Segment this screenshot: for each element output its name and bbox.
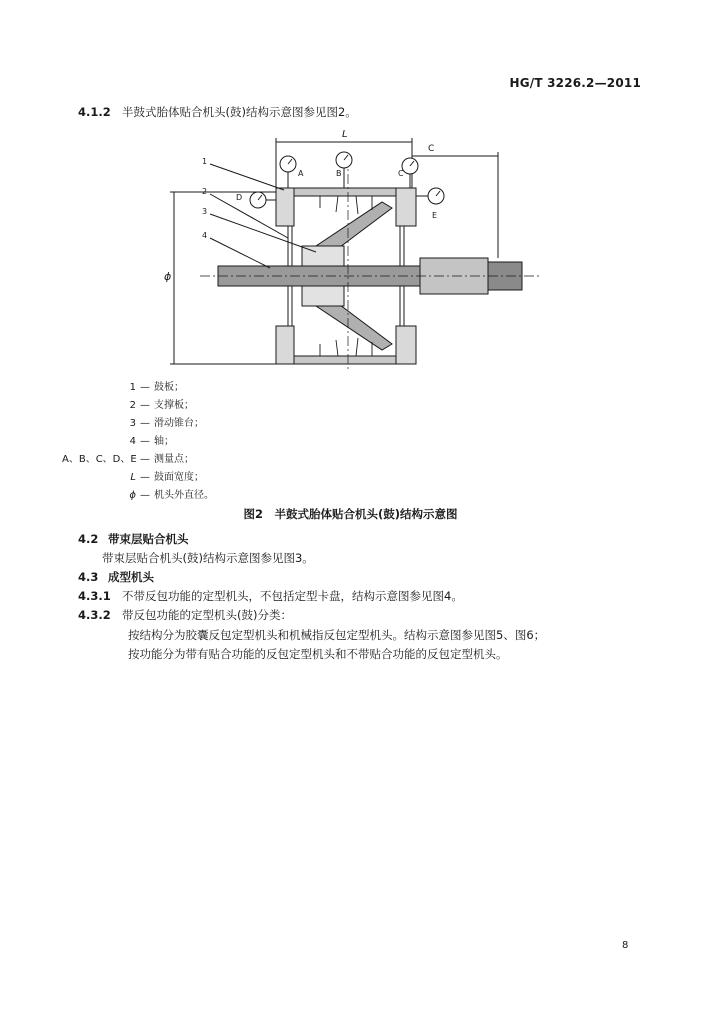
label-gauge-b: B bbox=[336, 169, 342, 178]
legend-text: 机头外直径。 bbox=[154, 490, 214, 501]
section-title: 带束层贴合机头 bbox=[108, 532, 189, 546]
legend-dash: — bbox=[140, 436, 150, 447]
legend-dash: — bbox=[140, 472, 150, 483]
paragraph-structure-class: 按结构分为胶囊反包定型机头和机械指反包定型机头。结构示意图参见图5、图6； bbox=[128, 628, 546, 642]
legend-dash: — bbox=[140, 400, 150, 411]
legend-item bbox=[62, 378, 184, 393]
legend-dash: — bbox=[140, 454, 150, 465]
part-label-3: 3 bbox=[202, 207, 208, 216]
label-C: C bbox=[428, 144, 435, 154]
part-label-2: 2 bbox=[202, 187, 208, 196]
legend-key: 1 bbox=[129, 382, 136, 393]
legend-text: 滑动锥台； bbox=[154, 418, 204, 429]
gauge-d bbox=[250, 192, 276, 208]
legend-key: 2 bbox=[129, 400, 136, 411]
section-text: 带反包功能的定型机头(鼓)分类： bbox=[122, 608, 292, 622]
legend-text: 支撑板； bbox=[154, 400, 194, 411]
label-gauge-e: E bbox=[432, 211, 438, 220]
section-4-3-1 bbox=[78, 588, 463, 604]
standard-code: HG/T 3226.2—2011 bbox=[509, 76, 641, 90]
sliding-cone-bottom bbox=[310, 302, 392, 350]
legend-item bbox=[62, 486, 214, 501]
section-text: 半鼓式胎体贴合机头(鼓)结构示意图参见图2。 bbox=[122, 105, 357, 119]
leader-4 bbox=[210, 238, 270, 268]
legend-item bbox=[62, 396, 194, 411]
leader-1 bbox=[210, 164, 284, 190]
legend-text: 鼓面宽度； bbox=[154, 472, 204, 483]
legend-text: 测量点； bbox=[154, 454, 194, 465]
drum-structure-diagram bbox=[160, 128, 550, 378]
legend-dash: — bbox=[140, 418, 150, 429]
figure-caption: 图2 半鼓式胎体贴合机头(鼓)结构示意图 bbox=[243, 507, 458, 521]
label-gauge-a: A bbox=[298, 169, 304, 178]
label-gauge-c: C bbox=[398, 169, 404, 178]
legend-text: 鼓板； bbox=[154, 382, 184, 393]
section-number: 4.1.2 bbox=[78, 105, 111, 119]
legend-text: 轴； bbox=[154, 436, 174, 447]
gauge-e bbox=[416, 188, 444, 204]
part-label-4: 4 bbox=[202, 231, 208, 240]
section-number: 4.3.1 bbox=[78, 589, 111, 603]
paragraph-function-class: 按功能分为带有贴合功能的反包定型机头和不带贴合功能的反包定型机头。 bbox=[128, 647, 508, 661]
gauge-a bbox=[280, 156, 296, 188]
legend-key: L bbox=[130, 472, 136, 483]
section-4-2-body: 带束层贴合机头(鼓)结构示意图参见图3。 bbox=[102, 551, 314, 565]
label-L: L bbox=[342, 129, 348, 140]
legend-item bbox=[62, 414, 204, 429]
legend-item bbox=[62, 450, 194, 465]
drum-plate-top bbox=[276, 188, 412, 196]
section-4-1-2 bbox=[78, 104, 357, 120]
legend-key: 3 bbox=[129, 418, 136, 429]
section-4-3-2 bbox=[78, 607, 292, 623]
section-4-3-heading bbox=[78, 569, 154, 585]
section-number: 4.2 bbox=[78, 532, 99, 546]
legend-dash: — bbox=[140, 382, 150, 393]
legend-dash: — bbox=[140, 490, 150, 501]
section-text: 不带反包功能的定型机头，不包括定型卡盘，结构示意图参见图4。 bbox=[122, 589, 463, 603]
label-gauge-d: D bbox=[236, 193, 243, 202]
drum-plate-bottom bbox=[276, 356, 412, 364]
section-4-2-heading bbox=[78, 531, 189, 547]
part-label-1: 1 bbox=[202, 157, 208, 166]
sliding-cone-top bbox=[310, 202, 392, 250]
legend-key: A、B、C、D、E bbox=[62, 454, 137, 465]
label-phi: ϕ bbox=[164, 270, 172, 283]
gauge-c bbox=[402, 158, 418, 188]
legend-item bbox=[62, 432, 174, 447]
legend-item bbox=[62, 468, 204, 483]
section-number: 4.3 bbox=[78, 570, 99, 584]
legend-key: 4 bbox=[129, 436, 136, 447]
section-title: 成型机头 bbox=[108, 570, 154, 584]
section-number: 4.3.2 bbox=[78, 608, 111, 622]
page-number: 8 bbox=[622, 940, 629, 951]
legend-key: ϕ bbox=[129, 490, 136, 501]
